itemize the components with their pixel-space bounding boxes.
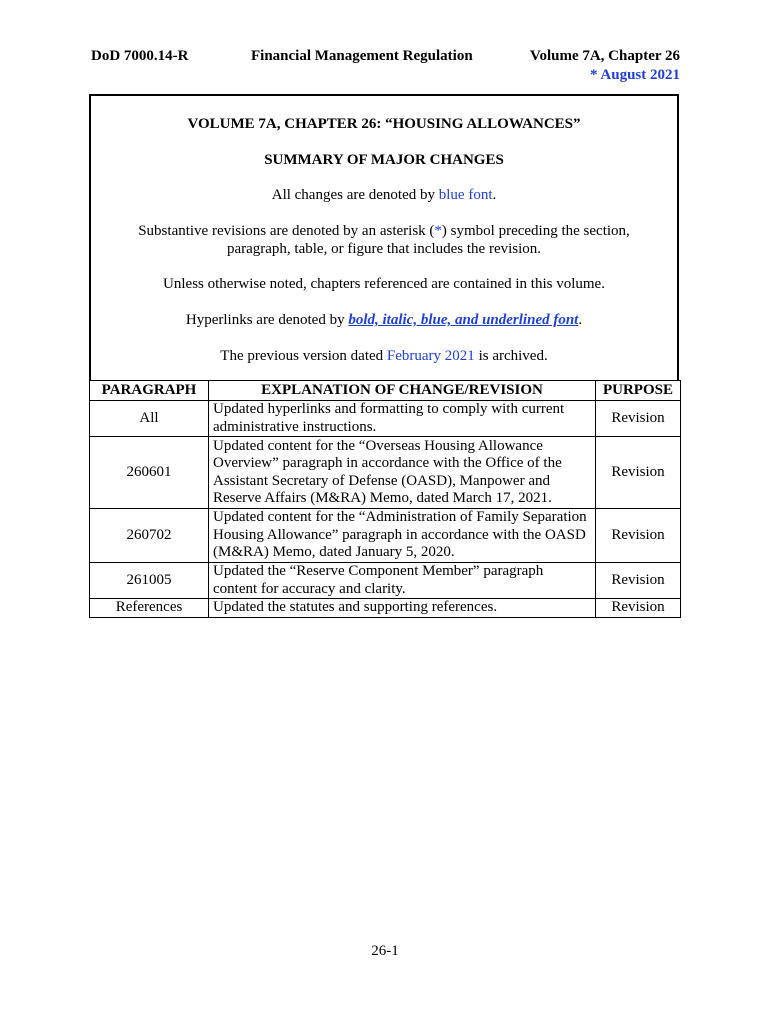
table-row: [90, 509, 681, 563]
archive-note: The previous version dated February 2021 is archived.: [220, 348, 548, 364]
cell-paragraph: All: [90, 401, 209, 437]
page-number: 26-1: [371, 943, 399, 959]
table-row: [90, 599, 681, 618]
header-title: Financial Management Regulation: [251, 48, 473, 64]
cell-purpose: Revision: [596, 509, 681, 563]
table-row: [90, 401, 681, 437]
cell-paragraph: 260702: [90, 509, 209, 563]
blue-font-note: All changes are denoted by blue font.: [271, 187, 497, 203]
hyperlink-sample[interactable]: bold, italic, blue, and underlined font: [348, 312, 579, 328]
cell-explanation: Updated content for the “Administration of Family Separation Housing Allowance” paragraph in accordance with the OASD (M&RA) Memo, dated January 5, 2020.: [209, 509, 596, 563]
col-header-paragraph: PARAGRAPH: [90, 381, 209, 401]
header-date: * August 2021: [589, 67, 680, 83]
cell-purpose: Revision: [596, 437, 681, 509]
col-header-purpose: PURPOSE: [596, 381, 681, 401]
cell-purpose: Revision: [596, 563, 681, 599]
summary-heading: SUMMARY OF MAJOR CHANGES: [264, 152, 504, 168]
cell-purpose: Revision: [596, 401, 681, 437]
cell-paragraph: References: [90, 599, 209, 618]
summary-box: [89, 94, 679, 380]
cell-explanation: Updated the “Reserve Component Member” paragraph content for accuracy and clarity.: [209, 563, 596, 599]
hyperlinks-note: Hyperlinks are denoted by bold, italic, blue, and underlined font.: [185, 312, 583, 328]
cell-purpose: Revision: [596, 599, 681, 618]
chapters-note: Unless otherwise noted, chapters referenced are contained in this volume.: [163, 276, 605, 292]
chapter-title: VOLUME 7A, CHAPTER 26: “HOUSING ALLOWANCES”: [187, 116, 581, 132]
table-row: [90, 437, 681, 509]
asterisk-note-cont: paragraph, table, or figure that includes the revision.: [226, 241, 542, 257]
cell-explanation: Updated hyperlinks and formatting to comply with current administrative instructions.: [209, 401, 596, 437]
header-doc-id: DoD 7000.14-R: [91, 48, 189, 64]
cell-paragraph: 260601: [90, 437, 209, 509]
cell-paragraph: 261005: [90, 563, 209, 599]
table-row: [90, 563, 681, 599]
table-header-row: [90, 381, 681, 401]
asterisk-note: Substantive revisions are denoted by an asterisk (*) symbol preceding the section,: [138, 223, 630, 239]
cell-explanation: Updated content for the “Overseas Housing Allowance Overview” paragraph in accordance with the Office of the Assistant Secretary of Defense (OASD), Manpower and Reserve Affairs (M&RA) Memo, dated March 17, 2021.: [209, 437, 596, 509]
header-volume: Volume 7A, Chapter 26: [529, 48, 680, 64]
cell-explanation: Updated the statutes and supporting references.: [209, 599, 596, 618]
changes-table: [89, 380, 681, 618]
col-header-explanation: EXPLANATION OF CHANGE/REVISION: [209, 381, 596, 401]
